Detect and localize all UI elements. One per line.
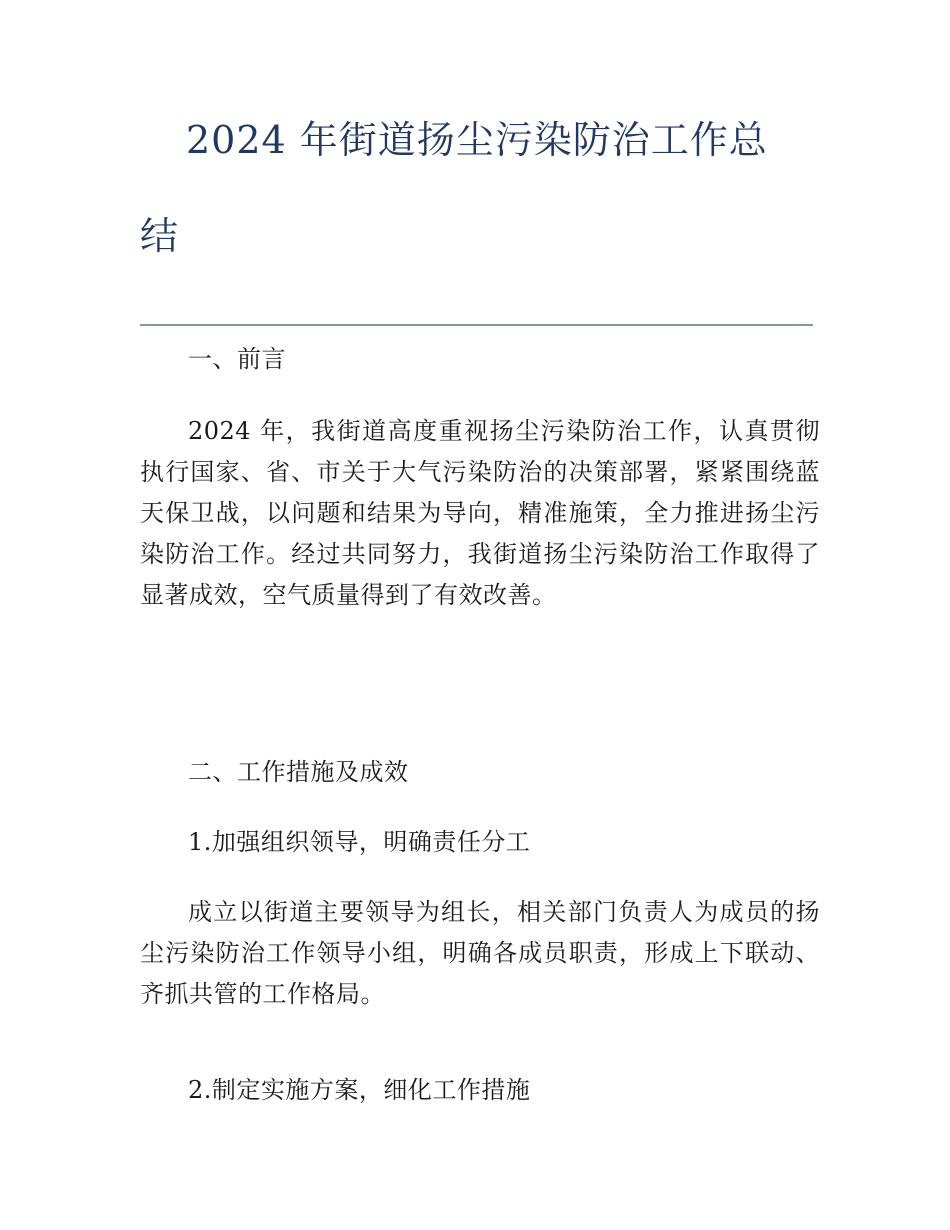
subsection-heading-1: 1.加强组织领导，明确责任分工 (188, 828, 531, 856)
subsection-1-paragraph: 成立以街道主要领导为组长，相关部门负责人为成员的扬尘污染防治工作领导小组，明确各成员职责，形成上下联动、齐抓共管的工作格局。 (140, 898, 820, 1008)
title-line-2: 结 (140, 214, 180, 258)
preface-paragraph: 2024 年，我街道高度重视扬尘污染防治工作，认真贯彻执行国家、省、市关于大气污染防治的决策部署，紧紧围绕蓝天保卫战，以问题和结果为导向，精准施策，全力推进扬尘污染防治工作。经过共同努力，我街道扬尘污染防治工作取得了显著成效，空气质量得到了有效改善。 (140, 417, 820, 609)
section-heading-preface: 一、前言 (188, 345, 286, 373)
section-heading-measures: 二、工作措施及成效 (188, 758, 409, 786)
document-title (140, 92, 820, 284)
title-divider (140, 324, 813, 326)
subsection-heading-2: 2.制定实施方案，细化工作措施 (188, 1076, 531, 1104)
title-line-1: 2024 年街道扬尘污染防治工作总 (186, 118, 768, 162)
